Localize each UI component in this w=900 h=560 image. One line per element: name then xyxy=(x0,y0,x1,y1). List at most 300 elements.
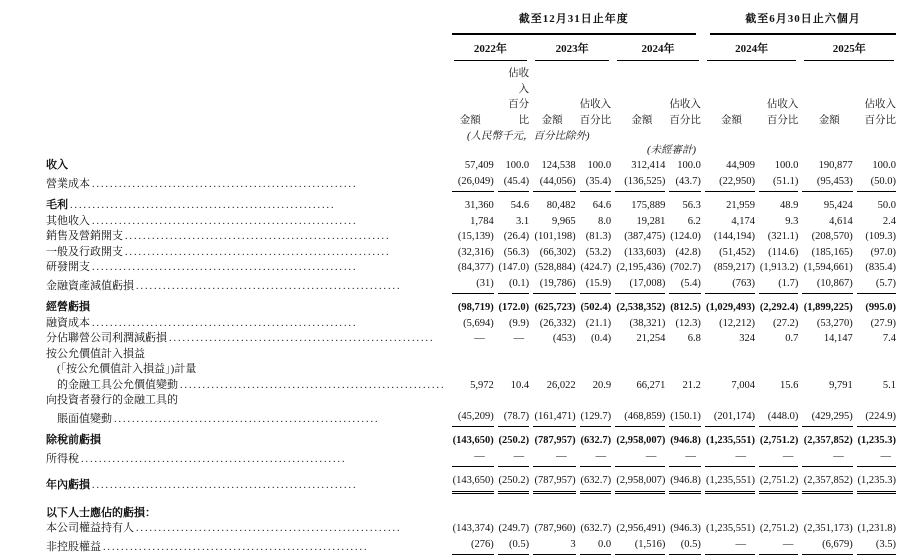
cell-value: (250.2) xyxy=(498,467,529,494)
table-row xyxy=(46,245,896,261)
cell-value: (2,958,007) xyxy=(616,435,666,446)
row-label-text: 銷售及營銷開支 xyxy=(46,230,123,242)
cell-value: (147.0) xyxy=(498,262,530,273)
cell-value: (53.2) xyxy=(585,246,612,258)
row-label-text: 分佔聯營公司利潤減虧損 xyxy=(46,332,167,344)
cell-value xyxy=(857,393,896,409)
cell-value: (51.1) xyxy=(759,174,798,193)
table-row xyxy=(46,449,896,468)
cell-value: 64.6 xyxy=(592,200,612,211)
cell-value: (143,374) xyxy=(452,523,494,534)
year-header-cell xyxy=(705,35,799,62)
cell-value: (45,209) xyxy=(452,409,494,428)
table-row xyxy=(46,174,896,193)
cell-value: (15,139) xyxy=(457,231,494,242)
cell-value: (1,029,493) xyxy=(706,302,756,313)
cell-value: (78.7) xyxy=(498,409,529,428)
cell-value: 54.6 xyxy=(510,200,530,211)
cell-value: (2,956,491) xyxy=(616,523,666,534)
cell-value: (45.4) xyxy=(498,174,529,193)
row-label-text: 所得稅 xyxy=(46,452,79,465)
row-label-text: 除稅前虧損 xyxy=(46,434,101,446)
cell-value: (201,174) xyxy=(705,409,755,428)
cell-value: (1,235,551) xyxy=(706,435,756,446)
cell-value: (0.4) xyxy=(590,333,612,344)
cell-value: (95,453) xyxy=(802,174,852,193)
cell-value: (2,751.2) xyxy=(759,467,798,494)
cell-value xyxy=(580,347,611,363)
table-row xyxy=(46,467,896,494)
cell-value: (208,570) xyxy=(811,231,853,242)
cell-value: — xyxy=(669,449,701,468)
cell-value: 6.8 xyxy=(687,333,701,344)
pct-header: 佔收入 百分比 xyxy=(508,68,530,126)
dot-leader: ........................................................... xyxy=(92,480,358,491)
cell-value: (143,650) xyxy=(452,435,494,446)
amount-header: 金額 xyxy=(541,114,563,126)
row-label-text: 以下人士應佔的虧損： xyxy=(46,506,156,519)
cell-value: (144,194) xyxy=(713,231,756,242)
cell-value: (453) xyxy=(552,333,576,344)
cell-value: (0.5) xyxy=(669,537,701,556)
cell-value xyxy=(669,347,701,363)
row-label-text: 本公司權益持有人 xyxy=(46,522,134,534)
cell-value: (2,351,173) xyxy=(803,523,853,534)
cell-value: 14,147 xyxy=(823,333,853,344)
cell-value: 66,271 xyxy=(636,379,666,391)
cell-value xyxy=(452,362,494,378)
cell-value: (2,751.2) xyxy=(759,523,799,534)
row-label-text: 毛利 xyxy=(46,199,68,211)
cell-value: — xyxy=(533,449,575,468)
cell-value: 31,360 xyxy=(464,200,494,211)
year-header-cell xyxy=(802,35,896,62)
row-label xyxy=(46,158,448,174)
cell-value: 56.3 xyxy=(682,200,701,211)
cell-value: (387,475) xyxy=(624,231,666,242)
cell-value: (2,195,436) xyxy=(616,262,666,273)
cell-value: 4,174 xyxy=(731,215,756,227)
row-label-text: (「按公允價值計入損益」)計量 xyxy=(57,363,197,375)
cell-value xyxy=(759,362,798,378)
cell-value: (859,217) xyxy=(713,262,756,273)
cell-value xyxy=(802,362,852,378)
year-header-2022: 2022年 xyxy=(454,35,528,62)
cell-value xyxy=(857,494,896,522)
cell-value: (250.2) xyxy=(498,435,530,446)
cell-value: 44,909 xyxy=(726,160,756,171)
cell-value: 95,424 xyxy=(823,200,853,211)
cell-value: 0.0 xyxy=(580,537,611,556)
year-header-2023: 2023年 xyxy=(535,35,609,62)
cell-value xyxy=(498,393,529,409)
row-label-text: 年內虧損 xyxy=(46,479,90,491)
note-row xyxy=(46,128,896,158)
row-label xyxy=(46,260,448,276)
row-label xyxy=(46,409,448,428)
cell-value: (946.3) xyxy=(670,523,701,534)
cell-value: (109.3) xyxy=(865,231,896,242)
year-header-cell xyxy=(615,35,701,62)
cell-value: — xyxy=(759,537,798,556)
cell-value: (1,235.3) xyxy=(857,435,896,446)
row-label xyxy=(46,467,448,494)
cell-value: 19,281 xyxy=(636,215,666,227)
cell-value xyxy=(452,494,494,522)
cell-value: (763) xyxy=(705,276,755,295)
cell-value xyxy=(615,347,665,363)
cell-value: (787,960) xyxy=(534,523,576,534)
row-label xyxy=(46,229,448,245)
dot-leader: ........................................................... xyxy=(125,231,391,242)
row-label-text: 金融資產減值虧損 xyxy=(46,279,134,292)
row-label-text: 收入 xyxy=(46,159,68,171)
cell-value: (43.7) xyxy=(669,174,701,193)
cell-value: 4,614 xyxy=(829,215,853,227)
table-row xyxy=(46,537,896,556)
cell-value: — xyxy=(802,449,852,468)
subheader-row xyxy=(46,61,896,128)
cell-value: (32,316) xyxy=(457,246,494,258)
cell-value xyxy=(802,494,852,522)
dot-leader: ........................................................... xyxy=(169,333,435,344)
cell-value: (2,958,007) xyxy=(615,467,665,494)
cell-value: (5.4) xyxy=(669,276,701,295)
dot-leader: ........................................................... xyxy=(81,453,347,465)
cell-value xyxy=(580,362,611,378)
cell-value: (632.7) xyxy=(580,435,612,446)
cell-value: 312,414 xyxy=(631,160,666,171)
cell-value xyxy=(533,362,575,378)
cell-value: (161,471) xyxy=(533,409,575,428)
row-label xyxy=(46,449,448,468)
dot-leader: ........................................................... xyxy=(92,178,358,190)
cell-value: — xyxy=(474,333,485,344)
table-row xyxy=(46,521,896,537)
cell-value: 80,482 xyxy=(546,200,576,211)
row-label xyxy=(46,276,448,295)
row-label xyxy=(46,494,448,522)
amount-header: 金額 xyxy=(459,114,481,126)
row-label-text: 的金融工具公允價值變動 xyxy=(57,378,178,391)
table-row xyxy=(46,158,896,174)
pct-header: 佔收入 百分比 xyxy=(864,99,896,126)
cell-value: (276) xyxy=(452,537,494,556)
cell-value: (143,650) xyxy=(452,467,494,494)
cell-value: (172.0) xyxy=(498,302,530,313)
row-label xyxy=(46,393,448,409)
cell-value: (6,679) xyxy=(802,537,852,556)
cell-value: (42.8) xyxy=(675,246,701,258)
cell-value: (787,957) xyxy=(533,467,575,494)
cell-value: 324 xyxy=(739,333,756,344)
cell-value: (632.7) xyxy=(580,523,612,534)
currency-note: (人民幣千元，百分比除外) xyxy=(467,131,590,142)
cell-value: (133,603) xyxy=(624,246,666,258)
cell-value xyxy=(533,347,575,363)
table-row xyxy=(46,393,896,409)
financial-table xyxy=(42,12,900,555)
row-label xyxy=(46,192,448,214)
cell-value: 0.7 xyxy=(785,333,799,344)
row-label-text: 向投資者發行的金融工具的 xyxy=(46,394,178,406)
cell-value: (124.0) xyxy=(670,231,701,242)
table-row xyxy=(46,494,896,522)
cell-value: (3.5) xyxy=(857,537,896,556)
cell-value: (12.3) xyxy=(675,317,701,329)
pct-header: 佔收入 百分比 xyxy=(579,99,612,126)
cell-value: (1,235,551) xyxy=(705,467,755,494)
cell-value xyxy=(705,347,755,363)
cell-value: (44,056) xyxy=(533,174,575,193)
cell-value: 5,972 xyxy=(470,379,494,391)
cell-value: 21,254 xyxy=(636,333,666,344)
cell-value xyxy=(669,494,701,522)
table-row xyxy=(46,347,896,363)
cell-value: 3.1 xyxy=(516,215,530,227)
cell-value: (1,235.3) xyxy=(857,467,896,494)
cell-value: (26.4) xyxy=(503,231,530,242)
unaudited-note: (未經審計) xyxy=(647,145,696,156)
cell-value: (946.8) xyxy=(670,435,701,446)
label-column-spacer xyxy=(46,61,448,128)
table-row xyxy=(46,276,896,295)
cell-value xyxy=(580,494,611,522)
cell-value: (101,198) xyxy=(534,231,576,242)
cell-value: (2,357,852) xyxy=(803,435,853,446)
cell-value xyxy=(759,494,798,522)
cell-value: (448.0) xyxy=(759,409,798,428)
cell-value xyxy=(452,347,494,363)
row-label xyxy=(46,331,448,347)
cell-value: 2.4 xyxy=(882,215,896,227)
period-interim-header: 截至6月30日止六個月 xyxy=(710,12,896,35)
cell-value: (17,008) xyxy=(615,276,665,295)
cell-value: 9,791 xyxy=(829,379,853,391)
cell-value: — xyxy=(615,449,665,468)
cell-value xyxy=(533,393,575,409)
cell-value xyxy=(615,494,665,522)
row-label-text: 按公允價值計入損益 xyxy=(46,347,145,360)
cell-value: (0.5) xyxy=(498,537,529,556)
cell-value xyxy=(669,362,701,378)
table-row xyxy=(46,378,896,394)
cell-value xyxy=(498,362,529,378)
cell-value: 7,004 xyxy=(731,379,756,391)
cell-value xyxy=(669,393,701,409)
dot-leader: ........................................................... xyxy=(136,280,402,292)
cell-value: (56.3) xyxy=(503,246,530,258)
row-label-text: 營業成本 xyxy=(46,177,90,190)
row-label xyxy=(46,521,448,537)
cell-value: (5.7) xyxy=(857,276,896,295)
table-body xyxy=(46,158,896,555)
cell-value: 7.4 xyxy=(882,333,896,344)
cell-value xyxy=(759,347,798,363)
year-header-row xyxy=(46,35,896,62)
cell-value: 26,022 xyxy=(546,379,576,391)
table-row xyxy=(46,331,896,347)
cell-value: (5,694) xyxy=(463,317,494,329)
cell-value: (2,292.4) xyxy=(759,302,799,313)
cell-value: — xyxy=(759,449,798,468)
cell-value: (21.1) xyxy=(585,317,612,329)
cell-value: (15.9) xyxy=(580,276,611,295)
row-label-text: 經營虧損 xyxy=(46,301,90,313)
cell-value: (97.0) xyxy=(870,246,896,258)
cell-value: (1,913.2) xyxy=(759,262,799,273)
cell-value: — xyxy=(513,333,525,344)
row-label-text: 其他收入 xyxy=(46,214,90,227)
cell-value: 9,965 xyxy=(551,215,576,227)
cell-value: (9.9) xyxy=(509,317,530,329)
row-label xyxy=(46,537,448,556)
cell-value: (787,957) xyxy=(534,435,576,446)
cell-value: (424.7) xyxy=(580,262,612,273)
cell-value: 8.0 xyxy=(597,215,612,227)
dot-leader: ........................................................... xyxy=(92,317,358,329)
period-annual-header: 截至12月31日止年度 xyxy=(452,12,696,35)
cell-value: 48.9 xyxy=(780,200,799,211)
cell-value: (150.1) xyxy=(669,409,701,428)
row-label-text: 非控股權益 xyxy=(46,540,101,553)
cell-value: 100.0 xyxy=(677,160,701,171)
cell-value: 10.4 xyxy=(510,379,530,391)
cell-value: (1,231.8) xyxy=(857,523,896,534)
cell-value xyxy=(615,393,665,409)
cell-value: 175,889 xyxy=(631,200,666,211)
cell-value: 21,959 xyxy=(726,200,756,211)
table-row xyxy=(46,229,896,245)
table-row xyxy=(46,362,896,378)
cell-value: (81.3) xyxy=(585,231,612,242)
row-label-text: 融資成本 xyxy=(46,316,90,329)
table-row xyxy=(46,294,896,316)
table-row xyxy=(46,192,896,214)
cell-value: (114.6) xyxy=(768,246,799,258)
table-row xyxy=(46,427,896,449)
dot-leader: ........................................................... xyxy=(114,413,380,425)
cell-value: 100.0 xyxy=(587,160,612,171)
table-row xyxy=(46,214,896,230)
row-label xyxy=(46,316,448,332)
dot-leader: ........................................................... xyxy=(180,379,446,391)
label-column-spacer xyxy=(46,35,448,62)
cell-value: (31) xyxy=(452,276,494,295)
cell-value: (1,899,225) xyxy=(803,302,853,313)
cell-value: (53,270) xyxy=(816,317,853,329)
table-row xyxy=(46,316,896,332)
cell-value: (946.8) xyxy=(669,467,701,494)
cell-value: (27.2) xyxy=(773,317,799,329)
cell-value: (702.7) xyxy=(670,262,701,273)
label-column-spacer xyxy=(46,12,448,35)
table-row xyxy=(46,260,896,276)
cell-value: (136,525) xyxy=(615,174,665,193)
cell-value: — xyxy=(857,449,896,468)
cell-value: (502.4) xyxy=(580,302,612,313)
row-label xyxy=(46,294,448,316)
cell-value: (2,538,352) xyxy=(616,302,666,313)
cell-value xyxy=(857,347,896,363)
year-header-2024: 2024年 xyxy=(617,35,699,62)
row-label-text: 研發開支 xyxy=(46,261,90,273)
cell-value: — xyxy=(705,537,755,556)
cell-value: — xyxy=(705,449,755,468)
cell-value: (1,594,661) xyxy=(803,262,853,273)
cell-value: 1,784 xyxy=(470,215,494,227)
cell-value: (2,357,852) xyxy=(802,467,852,494)
cell-value: (995.0) xyxy=(865,302,896,313)
cell-value xyxy=(452,393,494,409)
cell-value: (50.0) xyxy=(857,174,896,193)
cell-value xyxy=(615,362,665,378)
cell-value: (84,377) xyxy=(457,262,494,273)
cell-value xyxy=(533,494,575,522)
dot-leader: ........................................................... xyxy=(92,262,358,273)
cell-value: 6.2 xyxy=(687,215,701,227)
cell-value: 20.9 xyxy=(592,379,612,391)
cell-value: 5.1 xyxy=(882,379,896,391)
year-header-cell xyxy=(452,35,530,62)
cell-value: (19,786) xyxy=(533,276,575,295)
cell-value xyxy=(802,393,852,409)
year-header-cell xyxy=(533,35,611,62)
cell-value: 124,538 xyxy=(541,160,576,171)
amount-header: 金額 xyxy=(721,114,743,126)
cell-value: (812.5) xyxy=(670,302,701,313)
cell-value: 21.2 xyxy=(682,379,701,391)
row-label xyxy=(46,347,448,363)
cell-value: (1,516) xyxy=(615,537,665,556)
period-interim-header-cell xyxy=(705,12,896,35)
cell-value: (66,302) xyxy=(539,246,576,258)
cell-value: 3 xyxy=(533,537,575,556)
cell-value: (429,295) xyxy=(802,409,852,428)
amount-header: 金額 xyxy=(818,114,840,126)
cell-value: (468,859) xyxy=(615,409,665,428)
dot-leader: ........................................................... xyxy=(136,523,402,534)
cell-value xyxy=(705,362,755,378)
cell-value xyxy=(498,347,529,363)
amount-header: 金額 xyxy=(631,114,653,126)
cell-value: (12,212) xyxy=(719,317,756,329)
cell-value xyxy=(498,494,529,522)
cell-value: 100.0 xyxy=(872,160,896,171)
cell-value: (1,235,551) xyxy=(706,523,756,534)
row-label xyxy=(46,378,448,394)
cell-value: (26,049) xyxy=(452,174,494,193)
cell-value: 15.6 xyxy=(780,379,799,391)
cell-value: (224.9) xyxy=(857,409,896,428)
row-label-text: 一般及行政開支 xyxy=(46,245,123,258)
year-header-2024-interim: 2024年 xyxy=(707,35,797,62)
cell-value: (51,452) xyxy=(719,246,756,258)
row-label-text: 賬面值變動 xyxy=(57,412,112,425)
row-label xyxy=(46,214,448,230)
cell-value: (625,723) xyxy=(534,302,576,313)
row-label xyxy=(46,427,448,449)
cell-value: (129.7) xyxy=(580,409,611,428)
cell-value xyxy=(705,494,755,522)
cell-value: (632.7) xyxy=(580,467,611,494)
cell-value: (35.4) xyxy=(580,174,611,193)
period-annual-header-cell xyxy=(452,12,701,35)
cell-value: (26,332) xyxy=(539,317,576,329)
row-label xyxy=(46,174,448,193)
cell-value: (22,950) xyxy=(705,174,755,193)
cell-value: (0.1) xyxy=(498,276,529,295)
